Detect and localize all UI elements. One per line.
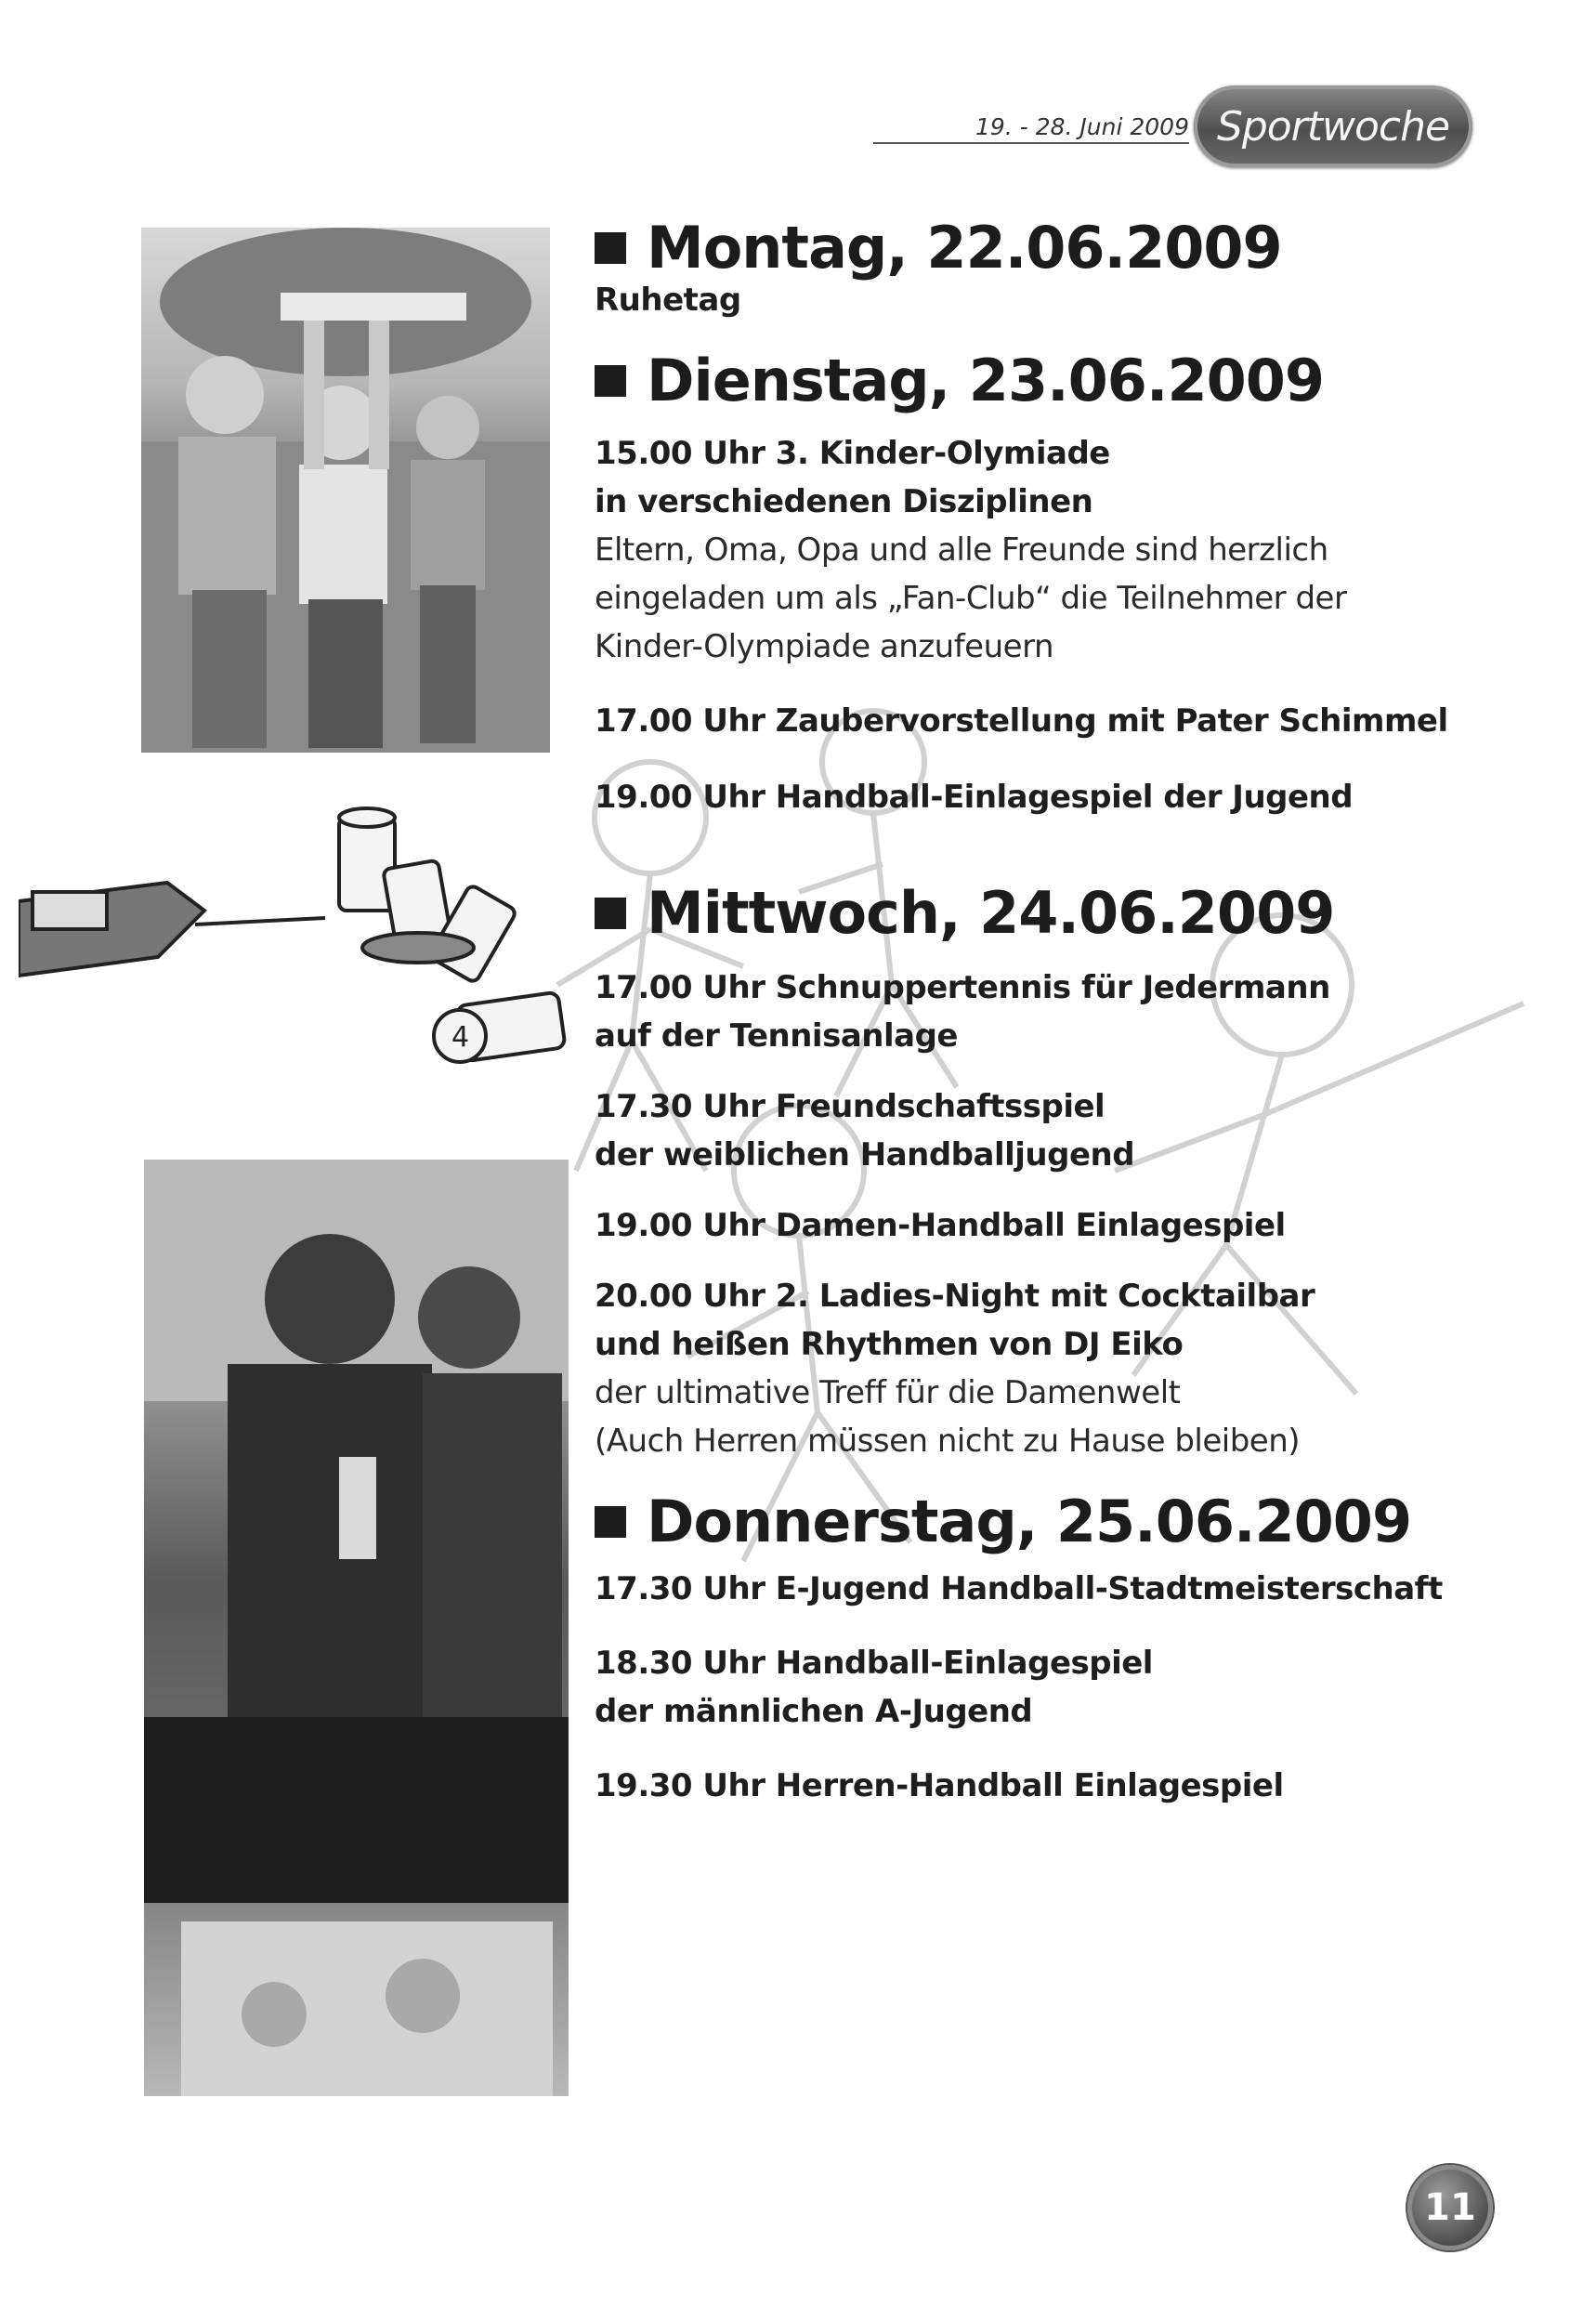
can-number: 4 <box>451 1021 470 1054</box>
event-kinder-olympiade: 15.00 Uhr 3. Kinder-Olymiade in verschiedenen Disziplinen Eltern, Oma, Opa und alle Freunde sind herzlich eingeladen um als „Fan-Club“ die Teilnehmer der Kinder-Olympiade anzufeuern <box>595 435 1347 665</box>
sportwoche-badge: Sportwoche <box>1194 85 1472 167</box>
event-schnuppertennis: 17.00 Uhr Schnuppertennis für Jedermann auf der Tennisanlage <box>595 969 1330 1055</box>
bullet-square <box>595 365 626 397</box>
event-freundschaftsspiel: 17.30 Uhr Freundschaftsspiel der weiblichen Handballjugend <box>595 1088 1135 1174</box>
event-e-jugend: 17.30 Uhr E-Jugend Handball-Stadtmeisterschaft <box>595 1570 1443 1607</box>
day-heading-montag: Montag, 22.06.2009 <box>595 214 1542 282</box>
schedule <box>595 214 1542 1810</box>
event-damen-handball: 19.00 Uhr Damen-Handball Einlagespiel <box>595 1207 1286 1244</box>
event-ladies-night: 20.00 Uhr 2. Ladies-Night mit Cocktailbar und heißen Rhythmen von DJ Eiko der ultimative Treff für die Damenwelt (Auch Herren müssen nicht zu Hause bleiben) <box>595 1278 1315 1460</box>
page-number: 11 <box>1407 2165 1493 2250</box>
event-a-jugend: 18.30 Uhr Handball-Einlagespiel der männlichen A-Jugend <box>595 1645 1153 1730</box>
event-zaubervorstellung: 17.00 Uhr Zaubervorstellung mit Pater Schimmel <box>595 702 1448 740</box>
event-herren-handball: 19.30 Uhr Herren-Handball Einlagespiel <box>595 1767 1284 1804</box>
photo-ladies-night-bar <box>144 1160 569 2096</box>
ruhetag-text: Ruhetag <box>595 282 741 319</box>
header-date-range: 19. - 28. Juni 2009 <box>873 113 1189 144</box>
bullet-square <box>595 1506 626 1538</box>
event-handball-jugend: 19.00 Uhr Handball-Einlagespiel der Jugend <box>595 779 1354 816</box>
tin-can-cartoon <box>19 799 576 1106</box>
photo-children-olympiad <box>141 228 550 753</box>
day-heading-dienstag: Dienstag, 23.06.2009 <box>595 347 1542 414</box>
bullet-square <box>595 898 626 929</box>
day-heading-donnerstag: Donnerstag, 25.06.2009 <box>595 1488 1542 1555</box>
day-heading-mittwoch: Mittwoch, 24.06.2009 <box>595 879 1542 947</box>
bullet-square <box>595 232 626 264</box>
